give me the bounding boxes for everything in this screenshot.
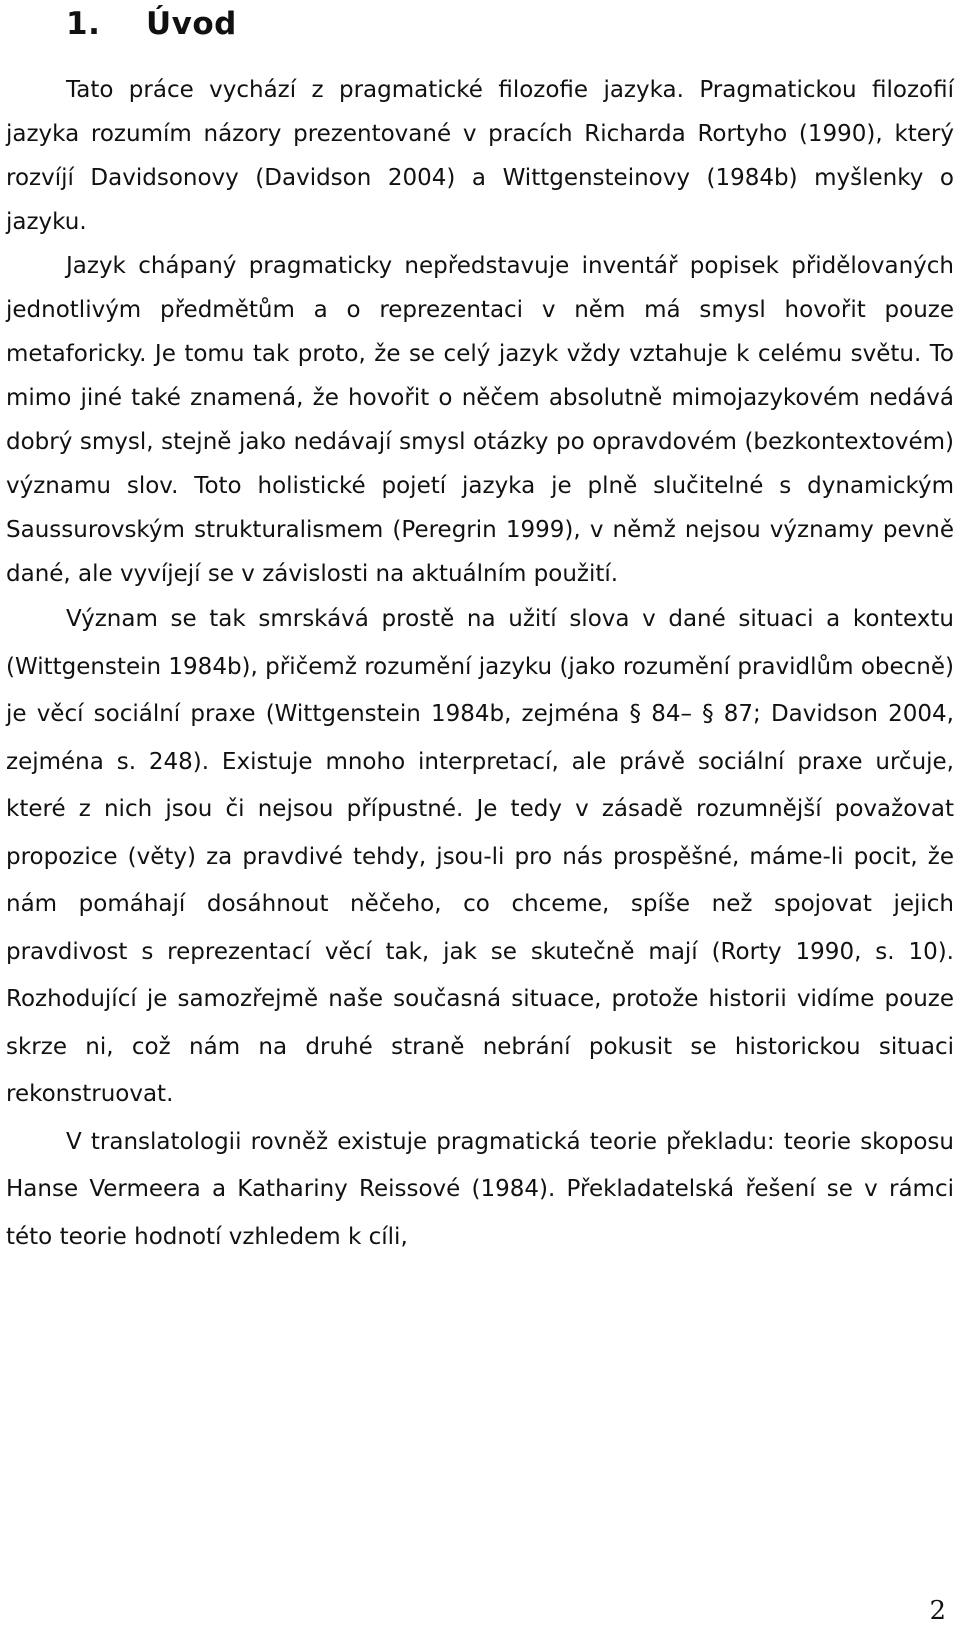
chapter-number: 1. <box>66 6 101 42</box>
page-number: 2 <box>929 1596 946 1626</box>
paragraph-4: V translatologii rovněž existuje pragmatická teorie překladu: teorie skoposu Hanse Vermeera a Kathariny Reissové (1984). Překladatelská řešení se v rámci této teorie hodnotí vzhledem k cíli, <box>6 1128 954 1250</box>
chapter-title: Úvod <box>146 6 237 42</box>
paragraph-1: Tato práce vychází z pragmatické filozofie jazyka. Pragmatickou filozofií jazyka rozumím názory prezentované v pracích Richarda Rortyho (1990), který rozvíjí Davidsonovy (Davidson 2004) a Wittgensteinovy (1984b) myšlenky o jazyku. <box>6 77 954 235</box>
paragraph-2: Jazyk chápaný pragmaticky nepředstavuje inventář popisek přidělovaných jednotlivým předmětům a o reprezentaci v něm má smysl hovořit pouze metaforicky. Je tomu tak proto, že se celý jazyk vždy vztahuje k celému světu. To mimo jiné také znamená, že hovořit o něčem absolutně mimojazykovém nedává dobrý smysl, stejně jako nedávají smysl otázky po opravdovém (bezkontextovém) významu slov. Toto holistické pojetí jazyka je plně slučitelné s dynamickým Saussurovským strukturalismem (Peregrin 1999), v němž nejsou významy pevně dané, ale vyvíjejí se v závislosti na aktuálním použití. <box>6 253 954 587</box>
document-page <box>6 0 954 1639</box>
body-text <box>6 68 954 1261</box>
paragraph-3: Význam se tak smrskává prostě na užití slova v dané situaci a kontextu (Wittgenstein 1984b), přičemž rozumění jazyku (jako rozumění pravidlům obecně) je věcí sociální praxe (Wittgenstein 1984b, zejména § 84– § 87; Davidson 2004, zejména s. 248). Existuje mnoho interpretací, ale právě sociální praxe určuje, které z nich jsou či nejsou přípustné. Je tedy v zásadě rozumnější považovat propozice (věty) za pravdivé tehdy, jsou-li pro nás prospěšné, máme-li pocit, že nám pomáhají dosáhnout něčeho, co chceme, spíše než spojovat jejich pravdivost s reprezentací věcí tak, jak se skutečně mají (Rorty 1990, s. 10). Rozhodující je samozřejmě naše současná situace, protože historii vidíme pouze skrze ni, což nám na druhé straně nebrání pokusit se historickou situaci rekonstruovat. <box>6 606 954 1107</box>
chapter-heading <box>66 4 237 44</box>
